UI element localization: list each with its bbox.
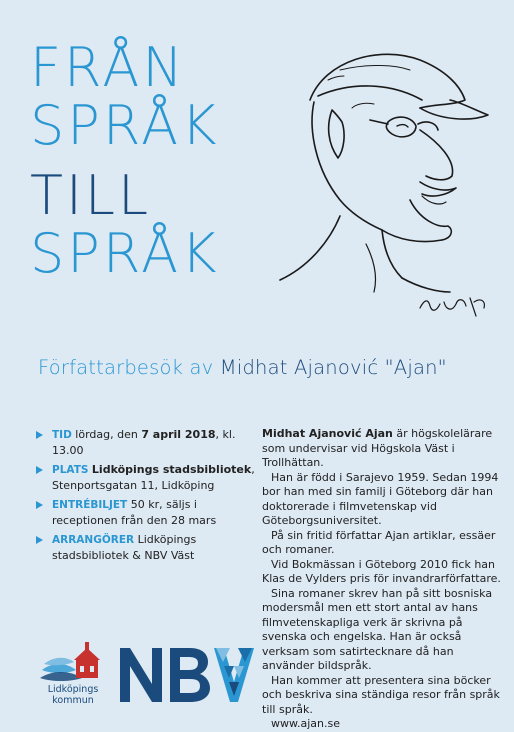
title-line-4: SPRÅK <box>30 222 220 285</box>
title-line-2: SPRÅK <box>30 94 220 157</box>
bio-paragraph: Han är född i Sarajevo 1959. Sedan 1994 bor han med sin familj i Göteborg där han doktorerade i filmvetenskap vid Göteborgsuniversitet. <box>262 470 499 527</box>
detail-time: TID lördag, den 7 april 2018, kl. 13.00 <box>36 427 261 458</box>
triangle-bullet-icon <box>36 501 43 509</box>
bio-paragraph: Han kommer att presentera sina böcker och beskriva sina ständiga resor från språk till språk. <box>262 673 500 716</box>
title-line-3: TILL <box>30 164 152 227</box>
author-caricature <box>270 30 500 320</box>
subtitle-prefix: Författarbesök av <box>38 356 220 379</box>
detail-label: TID <box>52 429 72 441</box>
triangle-bullet-icon <box>36 466 43 474</box>
bio-paragraph: Vid Bokmässan i Göteborg 2010 fick han Klas de Vylders pris för invandrarförfattare. <box>262 557 501 585</box>
website-link[interactable]: www.ajan.se <box>271 717 340 730</box>
bio-paragraph: Midhat Ajanović Ajan är högskolelärare som undervisar vid Högskola Väst i Trollhättan. <box>262 427 493 469</box>
detail-place: PLATS Lidköpings stadsbibliotek, Stenportsgatan 11, Lidköping <box>36 462 261 493</box>
event-details <box>36 427 261 567</box>
nbv-logo-icon <box>118 642 256 704</box>
author-bio <box>262 427 508 732</box>
detail-label: PLATS <box>52 464 89 476</box>
lidkoping-logo-text: Lidköpings kommun <box>47 684 99 706</box>
triangle-bullet-icon <box>36 536 43 544</box>
detail-ticket: ENTRÉBILJET 50 kr, säljs i receptionen från den 28 mars <box>36 497 261 528</box>
author-name: Midhat Ajanović "Ajan" <box>219 356 447 379</box>
bio-paragraph: På sin fritid författar Ajan artiklar, essäer och romaner. <box>262 528 496 556</box>
signature-mark <box>420 298 484 316</box>
bio-paragraph: Sina romaner skrev han på sitt bosniska modersmål men ett stort antal av hans filmvetenskapliga verk är skrivna på svenska och engelska. Han är också verksam som satirtecknare då han använder bildspråk. <box>262 586 493 672</box>
title-line-1: FRÅN <box>30 36 186 99</box>
detail-organizers: ARRANGÖRER Lidköpings stadsbibliotek & NBV Väst <box>36 532 261 563</box>
detail-label: ENTRÉBILJET <box>52 499 128 511</box>
detail-label: ARRANGÖRER <box>52 534 135 546</box>
triangle-bullet-icon <box>36 431 43 439</box>
event-subtitle <box>38 356 447 379</box>
